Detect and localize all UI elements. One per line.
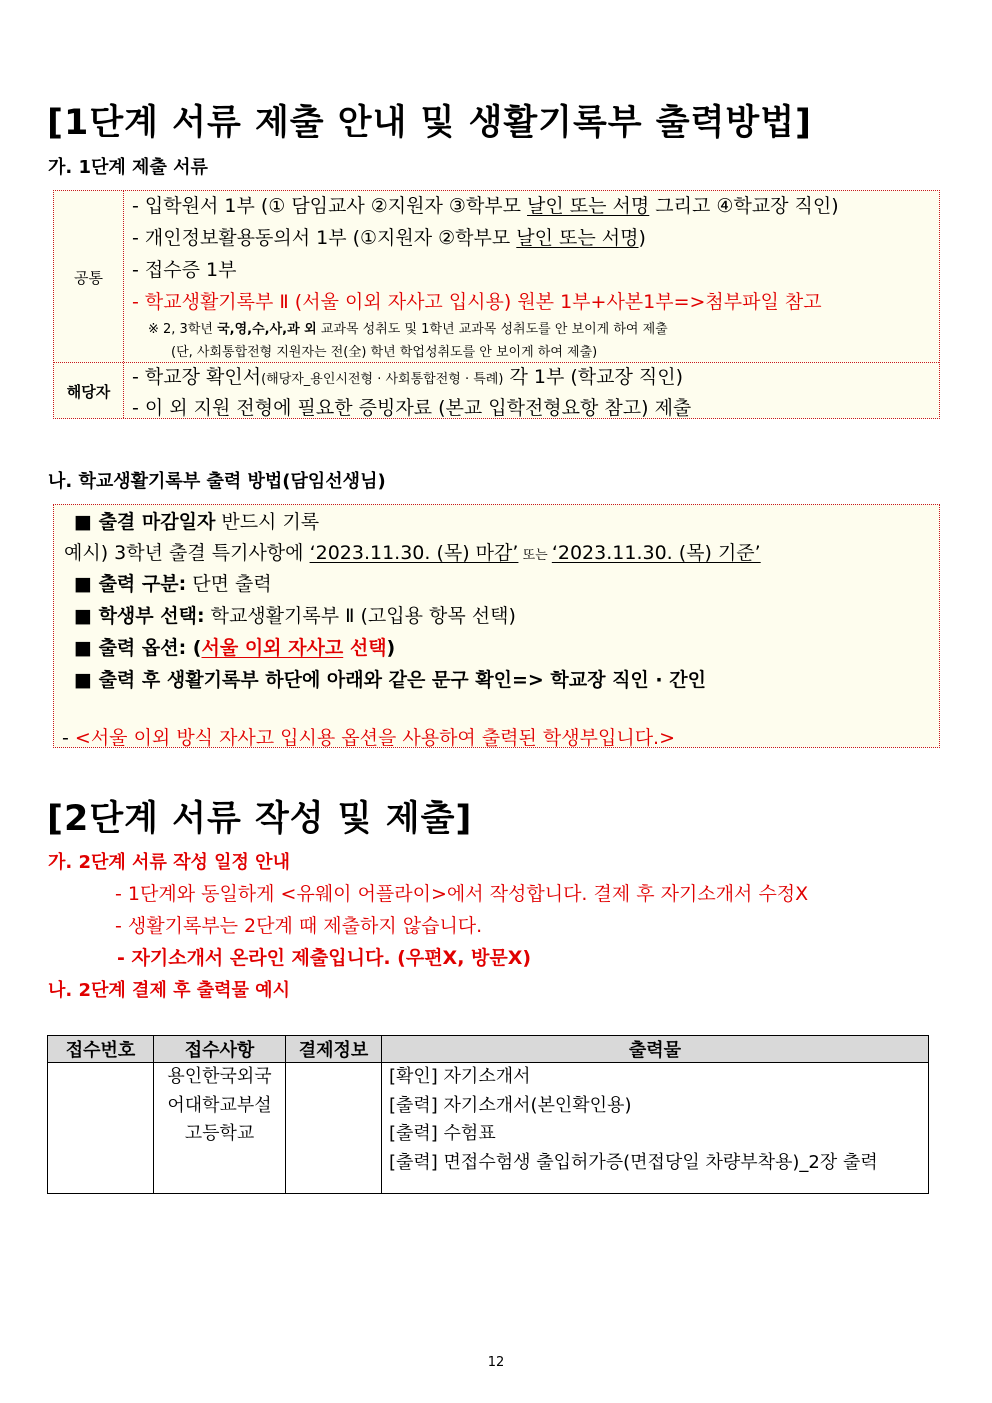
cell-receipt-no (48, 1063, 154, 1194)
stage2-line-3: - 자기소개서 온라인 제출입니다. (우편X, 방문X) (117, 947, 532, 969)
box-line-5: ■ 출력 옵션: (서울 이외 자사고 선택) (74, 637, 396, 659)
section2-sub-a: 가. 2단계 서류 작성 일정 안내 (48, 852, 290, 873)
table-header-row (48, 1036, 929, 1063)
required-documents-table (53, 190, 940, 419)
cell-payment (286, 1063, 382, 1194)
school-line: 용인한국외국 (167, 1066, 272, 1087)
cell-school (154, 1063, 286, 1194)
print-method-box (53, 504, 940, 748)
section1-sub-b: 나. 학교생활기록부 출력 방법(담임선생님) (48, 471, 386, 492)
label-common: 공통 (74, 269, 103, 287)
box-line-3: ■ 출력 구분: 단면 출력 (74, 573, 272, 595)
output-item: [출력] 면접수험생 출입허가증(면접당일 차량부착용)_2장 출력 (389, 1151, 878, 1173)
output-item: [확인] 자기소개서 (389, 1066, 531, 1087)
school-line: 어대학교부설 (167, 1094, 272, 1116)
stage2-line-1: - 1단계와 동일하게 <유웨이 어플라이>에서 작성합니다. 결제 후 자기소개서 수정X (115, 883, 809, 905)
doc-line-2: - 개인정보활용동의서 1부 (①지원자 ②학부모 날인 또는 서명) (132, 227, 646, 249)
output-example-table (47, 1035, 929, 1194)
table-row (48, 1063, 929, 1194)
doc-line-1: - 입학원서 1부 (① 담임교사 ②지원자 ③학부모 날인 또는 서명 그리고 ④학교장 직인) (132, 195, 839, 217)
header-payment-info: 결제정보 (286, 1036, 382, 1063)
output-item: [출력] 자기소개서(본인확인용) (389, 1094, 632, 1116)
box-line-6: ■ 출력 후 생활기록부 하단에 아래와 같은 문구 확인=> 학교장 직인 · 간인 (74, 669, 706, 691)
doc-line-5: - 학교장 확인서(해당자_용인시전형 · 사회통합전형 · 특례) 각 1부 (학교장 직인) (132, 366, 683, 388)
doc-note-2: (단, 사회통합전형 지원자는 전(全) 학년 학업성취도를 안 보이게 하여 제출) (171, 345, 598, 360)
doc-note-1: ※ 2, 3학년 국,영,수,사,과 외 교과목 성취도 및 1학년 교과목 성취도를 안 보이게 하여 제출 (148, 322, 668, 337)
box-line-7: - <서울 이외 방식 자사고 입시용 옵션을 사용하여 출력된 학생부입니다.> (62, 727, 676, 749)
label-applicable: 해당자 (66, 383, 111, 401)
section2-sub-b: 나. 2단계 결제 후 출력물 예시 (48, 980, 290, 1001)
box-line-2: 예시) 3학년 출결 특기사항에 ‘2023.11.30. (목) 마감’ 또는 ‘2023.11.30. (목) 기준’ (64, 542, 761, 564)
header-receipt-no: 접수번호 (48, 1036, 154, 1063)
output-item: [출력] 수험표 (389, 1123, 496, 1144)
doc-line-6: - 이 외 지원 전형에 필요한 증빙자료 (본교 입학전형요항 참고) 제출 (132, 397, 692, 419)
page-number: 12 (487, 1355, 505, 1370)
box-line-1: ■ 출결 마감일자 반드시 기록 (74, 511, 320, 533)
header-receipt-item: 접수사항 (154, 1036, 286, 1063)
stage2-line-2: - 생활기록부는 2단계 때 제출하지 않습니다. (115, 915, 483, 937)
section2-title: [2단계 서류 작성 및 제출] (47, 799, 473, 839)
doc-line-4: - 학교생활기록부 Ⅱ (서울 이외 자사고 입시용) 원본 1부+사본1부=>첨부파일 참고 (132, 291, 822, 313)
cell-outputs (382, 1063, 929, 1194)
doc-line-3: - 접수증 1부 (132, 259, 237, 281)
section1-title: [1단계 서류 제출 안내 및 생활기록부 출력방법] (47, 103, 813, 143)
section1-sub-a: 가. 1단계 제출 서류 (48, 157, 208, 178)
box-line-4: ■ 학생부 선택: 학교생활기록부 Ⅱ (고입용 항목 선택) (74, 605, 516, 627)
school-line: 고등학교 (184, 1123, 255, 1144)
header-outputs: 출력물 (382, 1036, 929, 1063)
